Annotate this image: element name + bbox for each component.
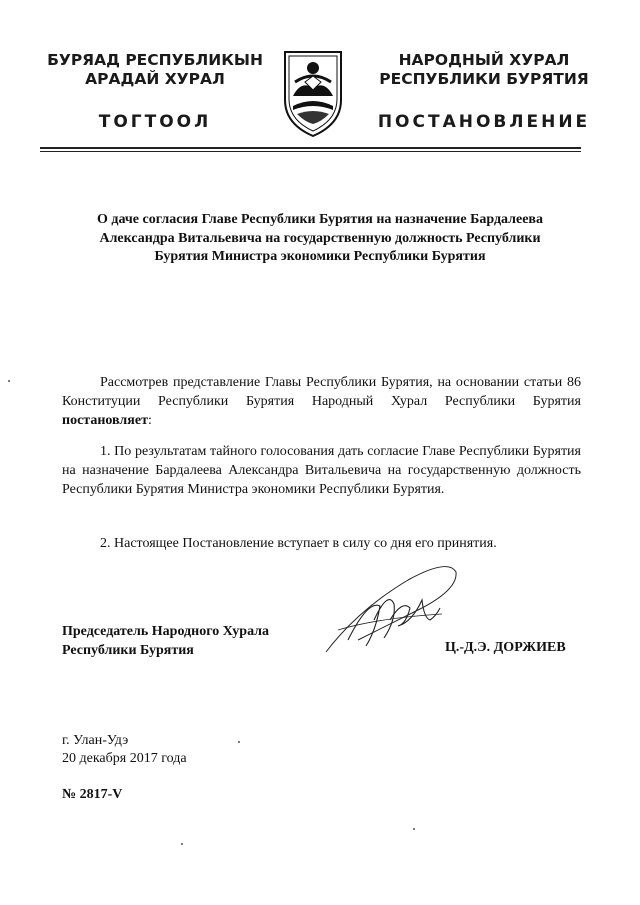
- preamble-paragraph: [62, 373, 581, 430]
- place-and-date: [62, 732, 187, 768]
- scan-speck: [238, 741, 240, 743]
- header-divider-thick: [40, 147, 581, 149]
- clause-1-paragraph: 1. По результатам тайного голосования дать согласие Главе Республики Бурятия на назначение Бардалеева Александра Витальевича на государственную должность Республики Бурятия Министра экономики Республики Бурятия.: [62, 444, 581, 497]
- header-left-line2: АРАДАЙ ХУРАЛ: [85, 70, 225, 88]
- header-right: [366, 51, 602, 89]
- signatory-name: Ц.-Д.Э. ДОРЖИЕВ: [445, 640, 566, 655]
- coat-of-arms-emblem: [281, 48, 345, 138]
- preamble-end: :: [147, 413, 152, 428]
- signatory-title-line1: Председатель Народного Хурала: [62, 624, 270, 639]
- clause-2-paragraph: 2. Настоящее Постановление вступает в силу со дня его принятия.: [100, 536, 497, 551]
- signatory-title-line2: Республики Бурятия: [62, 643, 194, 658]
- resolution-number: № 2817-V: [62, 787, 123, 802]
- signatory-title: [62, 622, 322, 660]
- date: 20 декабря 2017 года: [62, 751, 187, 766]
- preamble-text: Рассмотрев представление Главы Республики Бурятия, на основании статьи 86 Конституции Республики Бурятия Народный Хурал Республики Бурятия: [62, 375, 581, 409]
- resolution-title: О даче согласия Главе Республики Бурятия на назначение Бардалеева Александра Витальевича на государственную должность Республики Бурятия Министра экономики Республики Бурятия: [96, 212, 543, 264]
- header-right-line1: НАРОДНЫЙ ХУРАЛ: [398, 51, 570, 69]
- header-left: [40, 51, 270, 89]
- scan-speck: [181, 843, 183, 845]
- header-left-line1: БУРЯАД РЕСПУБЛИКЫН: [47, 51, 263, 69]
- header-right-line2: РЕСПУБЛИКИ БУРЯТИЯ: [379, 70, 589, 88]
- scan-speck: [8, 380, 10, 382]
- preamble-bold-word: постановляет: [62, 413, 148, 428]
- city: г. Улан-Удэ: [62, 733, 129, 748]
- scan-speck: [413, 828, 415, 830]
- header-divider-thin: [40, 151, 581, 152]
- header-left-doc-type: ТОГТООЛ: [98, 112, 212, 132]
- header-right-doc-type: ПОСТАНОВЛЕНИЕ: [377, 112, 591, 132]
